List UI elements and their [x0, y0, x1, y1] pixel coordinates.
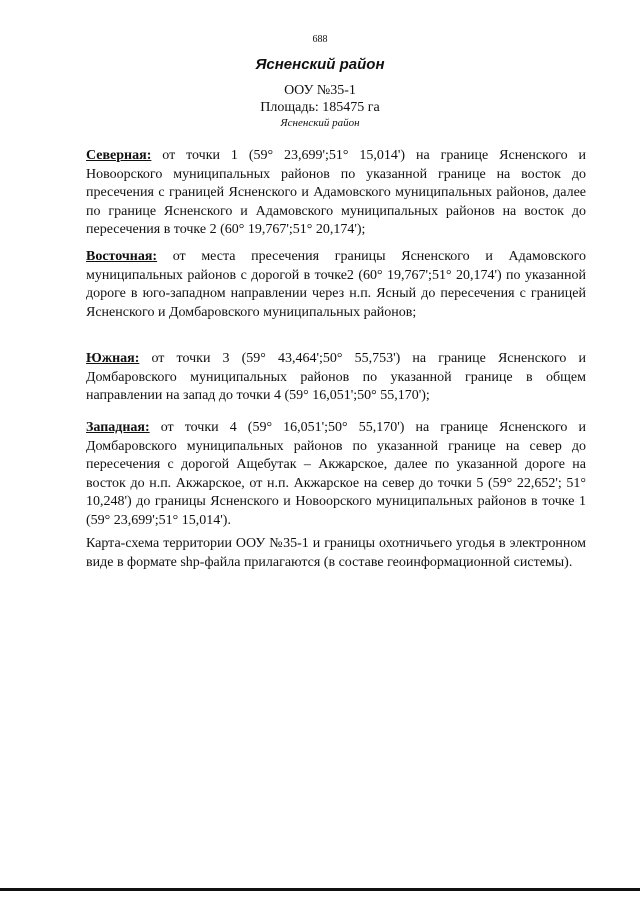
area-line: Площадь: 185475 га [260, 100, 380, 115]
region-subtitle: Ясненский район [280, 117, 360, 129]
west-boundary-paragraph [86, 419, 586, 530]
north-boundary-paragraph [86, 147, 586, 240]
map-note-paragraph: Карта-схема территории ООУ №35-1 и границы охотничьего угодья в электронном виде в формате shp-файла прилагаются (в составе геоинформационной системы). [86, 536, 586, 570]
north-boundary-text: от точки 1 (59° 23,699';51° 15,014') на границе Ясненского и Новоорского муниципальных районов по указанной границе на восток до пресечения с границей Ясненского и Адамовского муниципальных районов, далее по границе Ясненского и Адамовского муниципальных районов на восток до пересечения в точке 2 (60° 19,767';51° 20,174'); [86, 148, 586, 237]
south-boundary-paragraph [86, 350, 586, 406]
west-boundary-label: Западная: [86, 420, 150, 435]
east-boundary-text: от места пресечения границы Ясненского и Адамовского муниципальных районов с дорогой в точке2 (60° 19,767';51° 20,174') по указанной дороге в юго-западном направлении через н.п. Ясный до пересечения с границей Ясненского и Домбаровского муниципальных районов; [86, 249, 586, 320]
bottom-rule [0, 888, 640, 891]
page-number: 688 [312, 34, 328, 45]
south-boundary-label: Южная: [86, 351, 140, 366]
west-boundary-text: от точки 4 (59° 16,051';50° 55,170') на границе Ясненского и Домбаровского муниципальных районов по указанной границе на север до пересечения с дорогой Ащебутак – Акжарское, далее по указанной дороге на восток до н.п. Акжарское, от н.п. Акжарское на север до точки 5 (59° 22,652'; 51° 10,248') до границы Ясненского и Новоорского муниципальных районов в точке 1 (59° 23,699';51° 15,014'). [86, 420, 586, 528]
ooy-number: ООУ №35-1 [284, 83, 356, 98]
south-boundary-text: от точки 3 (59° 43,464';50° 55,753') на границе Ясненского и Домбаровского муниципальных районов по указанной границе в общем направлении на запад до точки 4 (59° 16,051';50° 55,170'); [86, 351, 586, 403]
region-title: Ясненский район [255, 56, 385, 73]
east-boundary-paragraph [86, 248, 586, 322]
north-boundary-label: Северная: [86, 148, 152, 163]
east-boundary-label: Восточная: [86, 249, 158, 264]
